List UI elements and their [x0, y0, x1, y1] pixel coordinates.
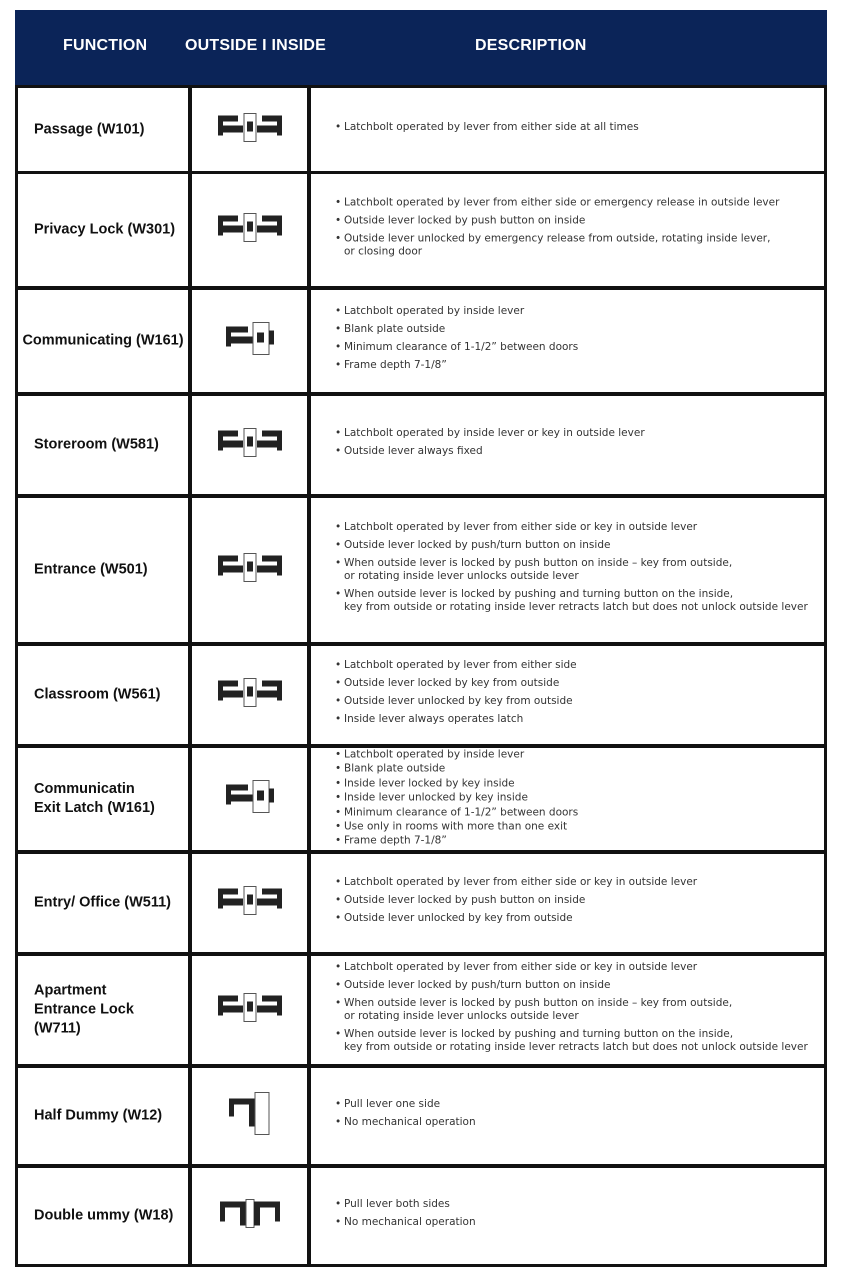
function-cell: [18, 956, 188, 1064]
function-name: Passage (W101): [34, 121, 145, 137]
function-cell: [18, 646, 188, 744]
description-item: • Outside lever always fixed: [335, 445, 816, 458]
function-name: Entrance (W501): [34, 561, 148, 578]
description-item: • Frame depth 7-1/8”: [335, 835, 816, 848]
outside-inside-cell: [192, 1068, 307, 1164]
function-name: Half Dummy (W12): [34, 1107, 163, 1124]
description-list: [335, 521, 816, 614]
function-cell: [18, 88, 188, 171]
table-row: [15, 854, 827, 952]
description-list: [335, 121, 816, 134]
description-cell: [311, 1068, 824, 1164]
function-cell: [18, 748, 188, 850]
description-cell: [311, 174, 824, 286]
lever-lock-icon: [214, 423, 286, 468]
description-item: • Frame depth 7-1/8”: [335, 359, 816, 372]
description-item: • Latchbolt operated by lever from either side: [335, 659, 816, 672]
lever-lock-icon: [214, 548, 286, 593]
function-name: Communicating (W161): [22, 332, 184, 349]
description-cell: [311, 854, 824, 952]
table-row: [15, 956, 827, 1064]
description-item: • Inside lever always operates latch: [335, 713, 816, 726]
lever-lock-icon: [214, 881, 286, 926]
table-row: [15, 290, 827, 392]
function-cell: [18, 854, 188, 952]
outside-inside-cell: [192, 646, 307, 744]
description-item: • Outside lever locked by key from outside: [335, 677, 816, 690]
outside-inside-cell: [192, 498, 307, 642]
lock-functions-table: [15, 10, 827, 1267]
description-list: [335, 197, 816, 259]
function-name: Storeroom (W581): [34, 436, 159, 453]
description-item: • Outside lever locked by push/turn button on inside: [335, 979, 816, 992]
function-name: Privacy Lock (W301): [34, 221, 176, 238]
header-description: DESCRIPTION: [475, 37, 587, 54]
lever-lock-icon: [214, 208, 286, 253]
outside-inside-cell: [192, 396, 307, 494]
description-item: • Outside lever unlocked by key from outside: [335, 695, 816, 708]
description-cell: [311, 956, 824, 1064]
description-item: • Minimum clearance of 1-1/2” between doors: [335, 806, 816, 819]
function-name: Apartment Entrance Lock (W711): [34, 982, 134, 1037]
lever-lock-icon: [214, 988, 286, 1033]
description-list: [335, 749, 816, 848]
table-row: [15, 498, 827, 642]
description-cell: [311, 396, 824, 494]
function-cell: [18, 1068, 188, 1164]
description-item: • Latchbolt operated by lever from either side or key in outside lever: [335, 876, 816, 889]
description-item: • Pull lever one side: [335, 1098, 816, 1111]
description-item: • No mechanical operation: [335, 1216, 816, 1229]
description-list: [335, 1198, 816, 1229]
outside-inside-cell: [192, 1168, 307, 1264]
description-cell: [311, 290, 824, 392]
description-item: • Inside lever locked by key inside: [335, 777, 816, 790]
outside-inside-cell: [192, 854, 307, 952]
description-list: [335, 659, 816, 726]
function-name: Communicatin Exit Latch (W161): [34, 781, 155, 816]
double-dummy-icon: [214, 1194, 286, 1239]
outside-inside-cell: [192, 956, 307, 1064]
function-name: Classroom (W561): [34, 686, 161, 703]
description-item: • When outside lever is locked by push button on inside – key from outside, or rotating inside lever unlocks outside lever: [335, 557, 816, 583]
description-item: • No mechanical operation: [335, 1116, 816, 1129]
description-list: [335, 305, 816, 372]
description-cell: [311, 748, 824, 850]
description-item: • When outside lever is locked by pushing and turning button on the inside, key from outside or rotating inside lever retracts latch but does not unlock outside lever: [335, 588, 816, 614]
description-item: • Outside lever unlocked by key from outside: [335, 912, 816, 925]
header-outside-inside: OUTSIDE I INSIDE: [185, 37, 326, 54]
function-name: Double ummy (W18): [34, 1207, 174, 1224]
function-cell: [18, 498, 188, 642]
table-row: [15, 396, 827, 494]
description-item: • Latchbolt operated by lever from either side at all times: [335, 121, 816, 134]
table-row: [15, 174, 827, 286]
description-cell: [311, 498, 824, 642]
description-item: • Latchbolt operated by lever from either side or emergency release in outside lever: [335, 197, 816, 210]
description-list: [335, 961, 816, 1054]
description-item: • Latchbolt operated by inside lever: [335, 305, 816, 318]
table-row: [15, 1068, 827, 1164]
description-item: • Outside lever locked by push button on inside: [335, 215, 816, 228]
description-item: • Inside lever unlocked by key inside: [335, 792, 816, 805]
header-function: FUNCTION: [63, 37, 148, 54]
description-cell: [311, 646, 824, 744]
outside-inside-cell: [192, 88, 307, 171]
description-list: [335, 1098, 816, 1129]
description-item: • Use only in rooms with more than one exit: [335, 821, 816, 834]
table-row: [15, 748, 827, 850]
description-item: • Pull lever both sides: [335, 1198, 816, 1211]
description-item: • When outside lever is locked by push button on inside – key from outside, or rotating inside lever unlocks outside lever: [335, 997, 816, 1023]
description-cell: [311, 88, 824, 171]
lever-lock-icon: [214, 107, 286, 152]
description-item: • Minimum clearance of 1-1/2” between doors: [335, 341, 816, 354]
description-list: [335, 876, 816, 925]
description-item: • Latchbolt operated by lever from either side or key in outside lever: [335, 521, 816, 534]
table-row: [15, 646, 827, 744]
single-lever-icon: [222, 777, 278, 822]
description-item: • Blank plate outside: [335, 763, 816, 776]
description-item: • Latchbolt operated by lever from either side or key in outside lever: [335, 961, 816, 974]
outside-inside-cell: [192, 290, 307, 392]
function-cell: [18, 174, 188, 286]
outside-inside-cell: [192, 174, 307, 286]
description-item: • Outside lever locked by push button on inside: [335, 894, 816, 907]
single-lever-icon: [222, 319, 278, 364]
table-row: [15, 88, 827, 171]
description-item: • Latchbolt operated by inside lever or key in outside lever: [335, 427, 816, 440]
outside-inside-cell: [192, 748, 307, 850]
function-cell: [18, 396, 188, 494]
description-item: • Blank plate outside: [335, 323, 816, 336]
description-item: • Outside lever unlocked by emergency release from outside, rotating inside lever, or closing door: [335, 233, 816, 259]
function-cell: [18, 1168, 188, 1264]
description-cell: [311, 1168, 824, 1264]
table-header: [15, 10, 827, 85]
half-dummy-icon: [225, 1089, 275, 1144]
description-list: [335, 427, 816, 458]
description-item: • Latchbolt operated by inside lever: [335, 749, 816, 762]
function-cell: [18, 290, 188, 392]
lever-lock-icon: [214, 673, 286, 718]
description-item: • Outside lever locked by push/turn button on inside: [335, 539, 816, 552]
table-row: [15, 1168, 827, 1264]
function-name: Entry/ Office (W511): [34, 894, 171, 911]
description-item: • When outside lever is locked by pushing and turning button on the inside, key from outside or rotating inside lever retracts latch but does not unlock outside lever: [335, 1028, 816, 1054]
